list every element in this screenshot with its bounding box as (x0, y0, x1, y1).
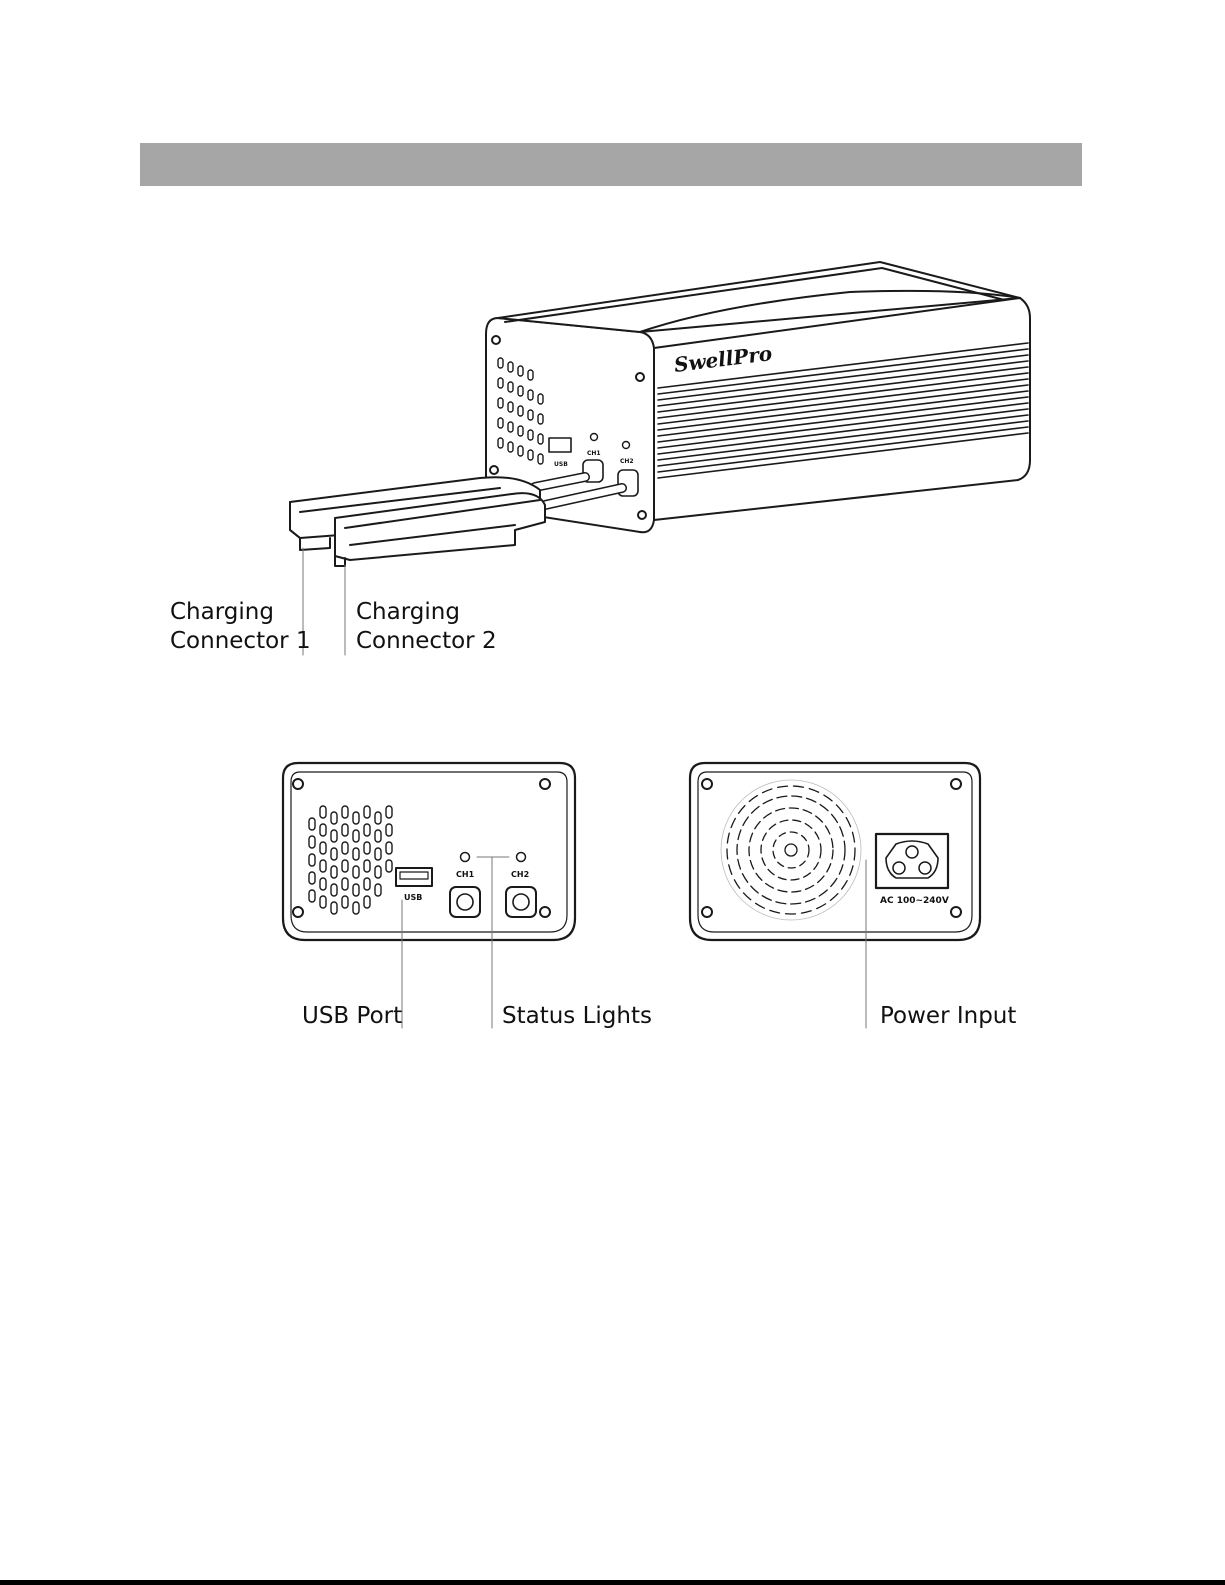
persp-ch1-text: CH1 (587, 450, 601, 457)
label-connector2-line1: Charging (356, 599, 460, 625)
front-ch2-text: CH2 (511, 870, 530, 879)
persp-usb-text: USB (554, 461, 568, 468)
front-usb-text: USB (404, 893, 423, 902)
ac-rating-text: AC 100~240V (880, 896, 949, 906)
label-status-lights: Status Lights (502, 1003, 652, 1029)
persp-ch2-text: CH2 (620, 458, 634, 465)
label-usb-port: USB Port (302, 1003, 403, 1029)
charger-rear-panel (690, 763, 980, 940)
label-connector2 (356, 598, 497, 656)
label-connector1-line2: Connector 1 (170, 628, 311, 654)
label-connector2-line2: Connector 2 (356, 628, 497, 654)
charger-perspective-view (290, 262, 1030, 566)
front-ch1-text: CH1 (456, 870, 475, 879)
brand-logo: SwellPro (672, 341, 774, 377)
label-connector1 (170, 598, 311, 656)
bottom-rule (0, 1580, 1225, 1585)
label-power-input: Power Input (880, 1003, 1017, 1029)
charger-front-panel (283, 763, 575, 940)
label-connector1-line1: Charging (170, 599, 274, 625)
